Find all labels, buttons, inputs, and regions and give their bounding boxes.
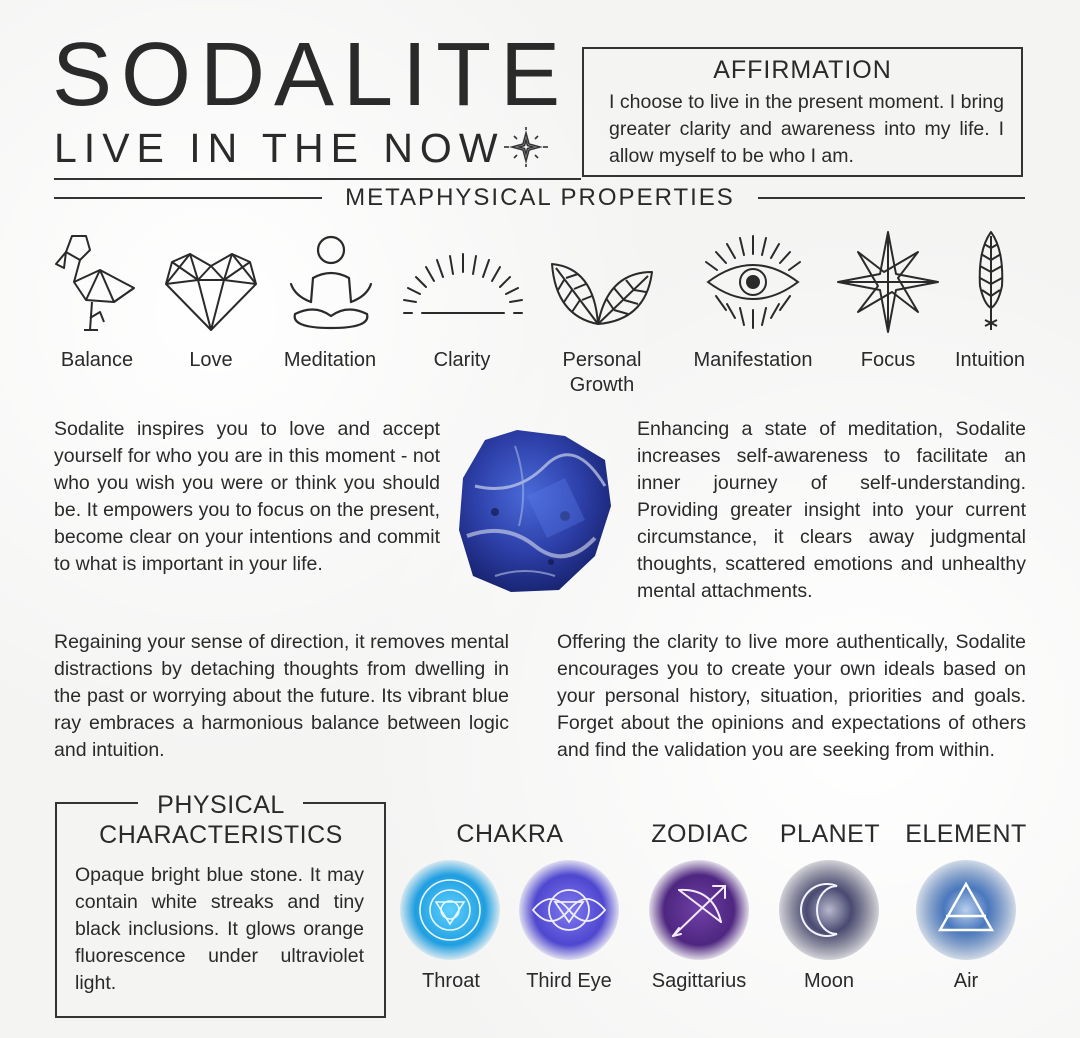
physical-text: Opaque bright blue stone. It may contain white streaks and tiny black inclusions. It glows orange fluorescence under ultraviolet light.: [75, 864, 364, 994]
sunrise-icon: [402, 250, 524, 320]
paragraph-enhancing: Enhancing a state of meditation, Sodalite increases self-awareness to facilitate an inner journey of self-understanding. Providing greater insight into your current circumstance, it clears away judgmental thoughts, scattered emotions and unhealthy mental attachments.: [637, 418, 1026, 602]
affirmation-text: I choose to live in the present moment. I bring greater clarity and awareness into my life. I allow myself to be who I am.: [609, 91, 1004, 167]
property-label-love: Love: [189, 349, 233, 371]
eye-icon: [700, 232, 806, 332]
physical-heading: PHYSICAL CHARACTERISTICS: [99, 791, 343, 849]
flamingo-icon: [52, 230, 142, 334]
divider-left: [54, 197, 322, 199]
chakra-label-third-eye: Third Eye: [526, 970, 612, 992]
feather-icon: [976, 230, 1006, 332]
divider-right: [758, 197, 1025, 199]
throat-chakra-icon: [400, 860, 500, 960]
page-subtitle: LIVE IN THE NOW: [54, 125, 505, 171]
paragraph-regaining: Regaining your sense of direction, it removes mental distractions by detaching thoughts from dwelling in the past or worrying about the future. Its vibrant blue ray embraces a harmonious balance between logic and intuition.: [54, 631, 509, 761]
title-divider: [54, 178, 581, 180]
property-label-manifestation: Manifestation: [693, 349, 813, 371]
planet-heading: PLANET: [779, 820, 881, 848]
meditation-icon: [285, 232, 377, 332]
chakra-label-throat: Throat: [422, 970, 480, 992]
leaves-icon: [548, 258, 656, 328]
property-label-clarity: Clarity: [433, 349, 491, 371]
property-label-focus: Focus: [860, 349, 916, 371]
property-label-intuition: Intuition: [954, 349, 1026, 371]
sodalite-stone-image: [455, 426, 615, 596]
zodiac-label: Sagittarius: [651, 970, 747, 992]
compass-star-icon: [836, 230, 940, 334]
page-title: SODALITE: [52, 25, 570, 125]
air-element-icon: [916, 860, 1016, 960]
third-eye-chakra-icon: [519, 860, 619, 960]
heart-icon: [162, 250, 260, 334]
zodiac-heading: ZODIAC: [651, 820, 749, 848]
property-label-balance: Balance: [60, 349, 134, 371]
planet-label: Moon: [803, 970, 855, 992]
element-heading: ELEMENT: [905, 820, 1027, 848]
element-label: Air: [953, 970, 979, 992]
property-label-personal-growth: Personal Growth: [562, 349, 642, 396]
sagittarius-icon: [649, 860, 749, 960]
sparkle-icon: [502, 127, 550, 167]
chakra-heading: CHAKRA: [456, 820, 564, 848]
metaphysical-heading: METAPHYSICAL PROPERTIES: [345, 184, 735, 211]
property-label-meditation: Meditation: [283, 349, 377, 371]
paragraph-inspires: Sodalite inspires you to love and accept yourself for who you are in this moment - not who you wish you were or think you should be. It empowers you to focus on the present, become clear on your intentions and commit to what is important in your life.: [54, 418, 440, 575]
affirmation-heading: AFFIRMATION: [713, 56, 892, 84]
paragraph-offering: Offering the clarity to live more authentically, Sodalite encourages you to create your own ideals based on your personal history, situation, priorities and goals. Forget about the opinions and expectations of others and find the validation you are seeking from within.: [557, 631, 1026, 761]
moon-icon: [779, 860, 879, 960]
